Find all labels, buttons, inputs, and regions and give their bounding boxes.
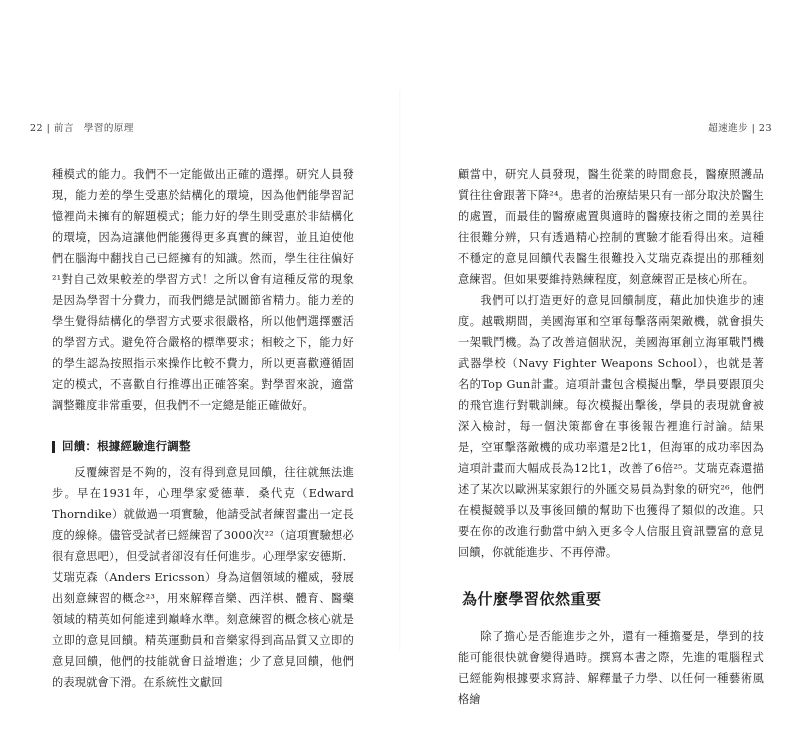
left-body xyxy=(52,164,354,693)
paragraph: 反覆練習是不夠的，沒有得到意見回饋，往往就無法進步。早在1931年，心理學家愛德華．桑代克（Edward Thorndike）就做過一項實驗，他請受試者練習畫出一定長度的線條。儘管受試者已經練習了3000次²²（這項實驗想必很有意思吧），但受試者卻沒有任何進步。心理學家安德斯．艾瑞克森（Anders Ericsson）身為這個領域的權威，發展出刻意練習的概念²³，用來解釋音樂、西洋棋、體育、醫藥領域的精英如何能達到巔峰水準。刻意練習的概念核心就是立即的意見回饋。精英運動員和音樂家得到高品質又立即的意見回饋，他們的技能就會日益增進；少了意見回饋，他們的表現就會下滑。在系統性文獻回 xyxy=(52,466,354,689)
chapter-heading: 為什麼學習依然重要 xyxy=(462,590,602,608)
paragraph: 我們可以打造更好的意見回饋制度，藉此加快進步的速度。越戰期間，美國海軍和空軍每擊落兩架敵機，就會損失一架戰鬥機。為了改善這個狀況，美國海軍創立海軍戰鬥機武器學校（Navy Fighter Weapons School），也就是著名的Top Gun計畫。這項計畫包含模擬出擊，學員要跟頂尖的飛官進行對戰訓練。每次模擬出擊後，學員的表現就會被深入檢討，每一個決策都會在事後報告裡進行討論。結果是，空軍擊落敵機的成功率還是2比1，但海軍的成功率因為這項計畫而大幅成長為12比1，改善了6倍²⁵。艾瑞克森還描述了某次以歐洲某家銀行的外匯交易員為對象的研究²⁶，他們在模擬競爭以及事後回饋的幫助下也獲得了類似的改進。只要在你的改進行動當中納入更多令人信服且資訊豐富的意見回饋，你就能進步、不再停滯。 xyxy=(458,294,764,559)
paragraph: 顧當中，研究人員發現，醫生從業的時間愈長，醫療照護品質往往會跟著下降²⁴。患者的治療結果只有一部分取決於醫生的處置，而最佳的醫療處置與適時的醫療技術之間的差異往往很難分辨，只有透過精心控制的實驗才能看得出來。這種不穩定的意見回饋代表醫生很難投入艾瑞克森提出的那種刻意練習。但如果要維持熟練程度，刻意練習正是核心所在。 xyxy=(458,168,764,286)
paragraph: 除了擔心是否能進步之外，還有一種擔憂是，學到的技能可能很快就會變得過時。撰寫本書之際，先進的電腦程式已經能夠根據要求寫詩、解釋量子力學、以任何一種藝術風格繪 xyxy=(458,630,764,706)
right-body xyxy=(458,164,764,710)
book-gutter xyxy=(399,90,401,650)
right-page xyxy=(458,0,772,744)
left-page xyxy=(30,0,354,744)
section-heading-text: 回饋：根據經驗進行調整 xyxy=(62,439,191,453)
heading-bar-icon xyxy=(52,441,55,453)
paragraph: 種模式的能力。我們不一定能做出正確的選擇。研究人員發現，能力差的學生受惠於結構化的環境，因為他們能學習記憶裡尚未擁有的解題模式；能力好的學生則受惠於非結構化的環境，因為這讓他們能獲得更多真實的練習，並且迫使他們在腦海中翻找自己已經擁有的知識。然而，學生往往偏好²¹對自己效果較差的學習方式！之所以會有這種反常的現象是因為學習十分費力，而我們總是試圖節省精力。能力差的學生覺得結構化的學習方式要求很嚴格，所以他們選擇靈活的學習方式。避免符合嚴格的標準要求；相較之下，能力好的學生認為按照指示來操作比較不費力，所以更喜歡遵循固定的模式，不喜歡自行推導出正確答案。對學習來說，適當調整難度非常重要，但我們不一定總是能正確做好。 xyxy=(52,168,354,412)
section-heading xyxy=(52,436,354,457)
left-running-head: 22 | 前言 學習的原理 xyxy=(30,123,134,134)
right-running-head: 超速進步 | 23 xyxy=(708,123,772,134)
